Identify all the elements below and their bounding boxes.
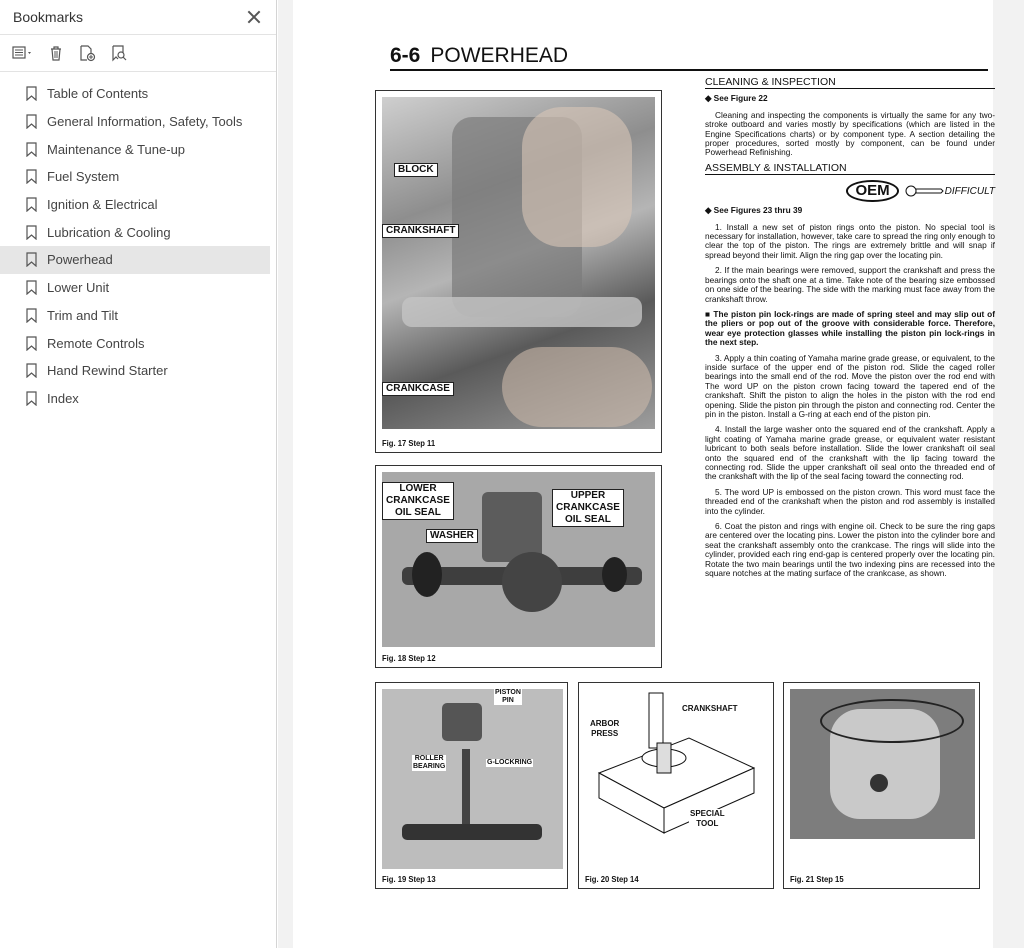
figure-18-caption: Fig. 18 Step 12: [382, 653, 436, 663]
bookmark-label: Remote Controls: [47, 335, 145, 351]
bookmark-icon: [26, 391, 37, 406]
section-title: POWERHEAD: [430, 44, 569, 67]
label-washer: WASHER: [426, 529, 478, 543]
bookmarks-toolbar: [0, 35, 276, 72]
bookmark-label: Lubrication & Cooling: [47, 224, 171, 240]
bookmark-icon: [26, 142, 37, 157]
wrench-icon: [905, 184, 995, 198]
label-arbor-press: ARBOR PRESS: [590, 719, 620, 738]
engine-block-photo: [382, 97, 655, 429]
bookmark-maintenance[interactable]: [0, 135, 270, 163]
figure-19: [375, 682, 568, 889]
figure-20: [578, 682, 774, 889]
document-viewer[interactable]: [278, 0, 1024, 948]
bookmark-label: Ignition & Electrical: [47, 197, 158, 213]
bookmark-table-of-contents[interactable]: [0, 80, 270, 108]
label-roller-bearing: ROLLER BEARING: [413, 755, 446, 770]
bookmark-remote-controls[interactable]: [0, 329, 270, 357]
bookmark-icon: [26, 252, 37, 267]
label-block: BLOCK: [394, 163, 438, 177]
piston-photo: [790, 689, 975, 839]
step-3: 3. Apply a thin coating of Yamaha marine grade grease, or equivalent, to the inside surface of the upper end of the piston rod. Slide the caged roller bearings into the small end of the rod. Move the piston over the rod end with The word UP on the piston crown facing toward the tapered end of the crankshaft. Shift the piston to align the holes in the piston with the rod end opening. Slide the piston pin through the piston and connecting rod. Center the pin in the piston. Install a G-ring at each end of the piston pin.: [705, 352, 995, 419]
delete-bookmark-icon[interactable]: [48, 45, 64, 61]
bookmark-label: Table of Contents: [47, 86, 149, 102]
bookmark-general-information[interactable]: [0, 108, 270, 136]
label-special-tool: SPECIAL TOOL: [690, 809, 725, 828]
page-text-column: [705, 78, 995, 584]
step-5: 5. The word UP is embossed on the piston crown. This word must face the threaded end of the crankshaft when the piston and rod assembly is installed into the cylinder.: [705, 486, 995, 516]
piston-rod-photo: [382, 689, 563, 869]
bookmark-icon: [26, 363, 37, 378]
step-1: 1. Install a new set of piston rings onto the piston. No special tool is necessary for installation, however, take care to spread the ring only enough to clear the top of the piston. The rings are extremely brittle and will snap if spread beyond their limit. Align the ring gap over the locating pin.: [705, 221, 995, 260]
label-crankcase: CRANKCASE: [382, 382, 454, 396]
bookmark-label: Powerhead: [47, 252, 113, 268]
label-g-lockring: G-LOCKRING: [487, 759, 533, 766]
bookmarks-header: [0, 0, 276, 35]
see-figure-22: ◆ See Figure 22: [705, 93, 768, 104]
arbor-press-diagram: [579, 683, 773, 863]
label-lower-crankcase-oil-seal: LOWER CRANKCASE OIL SEAL: [382, 482, 454, 520]
find-bookmark-icon[interactable]: [110, 44, 128, 62]
oem-badge: OEM: [846, 180, 898, 202]
figure-17: [375, 90, 662, 453]
difficulty-indicator: [705, 180, 995, 202]
bookmark-label: Trim and Tilt: [47, 307, 119, 323]
label-upper-crankcase-oil-seal: UPPER CRANKCASE OIL SEAL: [552, 489, 624, 527]
bookmark-fuel-system[interactable]: [0, 163, 270, 191]
figure-18: [375, 465, 662, 668]
add-bookmark-icon[interactable]: [78, 44, 96, 62]
warning-note: ■ The piston pin lock-rings are made of spring steel and may slip out of the pliers or pop out of the groove with considerable force. Therefore, wear eye protection glasses while installing the piston pin lock-rings in the next step.: [705, 308, 995, 348]
bookmark-trim-and-tilt[interactable]: [0, 302, 270, 330]
bookmark-powerhead[interactable]: [0, 246, 270, 274]
bookmark-icon: [26, 336, 37, 351]
see-figures-23-39: ◆ See Figures 23 thru 39: [705, 205, 803, 216]
bookmark-icon: [26, 280, 37, 295]
heading-rule: [390, 69, 988, 71]
step-4: 4. Install the large washer onto the squared end of the crankshaft. Apply a light coating of Yamaha marine grade grease, or equivalent water resistant lubricant to both seals before installation. Slide the lower crankshaft oil seal onto the squared end of the crankshaft with the lip facing toward the connecting rod. Slide the upper crankshaft oil seal onto the threaded end of the crankshaft with the lip of the seal facing toward the connecting rod.: [705, 424, 995, 482]
label-piston-pin: PISTON PIN: [495, 689, 521, 704]
heading-cleaning-inspection: CLEANING & INSPECTION: [705, 78, 995, 89]
bookmark-label: Lower Unit: [47, 280, 110, 296]
bookmark-lubrication[interactable]: [0, 218, 270, 246]
bookmark-icon: [26, 225, 37, 240]
label-crankshaft-fig20: CRANKSHAFT: [682, 704, 738, 713]
label-crankshaft: CRANKSHAFT: [382, 224, 459, 238]
bookmarks-title: Bookmarks: [13, 9, 84, 25]
bookmark-label: Maintenance & Tune-up: [47, 141, 186, 157]
pdf-page: [293, 0, 993, 948]
bookmark-icon: [26, 86, 37, 101]
bookmark-ignition[interactable]: [0, 191, 270, 219]
bookmark-icon: [26, 197, 37, 212]
bookmark-label: Fuel System: [47, 169, 120, 185]
bookmark-icon: [26, 114, 37, 129]
figure-19-caption: Fig. 19 Step 13: [382, 874, 436, 884]
difficulty-label: DIFFICULT: [944, 185, 995, 197]
figure-17-caption: Fig. 17 Step 11: [382, 438, 436, 448]
paragraph-cleaning: Cleaning and inspecting the components is virtually the same for any two-stroke outboard and varies mostly by specifications (which are listed in the Engine Specifications charts) or by component type. A section detailing the proper procedures, sorted mostly by component, can be found under Powerhead Refinishing.: [705, 109, 995, 158]
bookmark-lower-unit[interactable]: [0, 274, 270, 302]
page-heading: [390, 44, 568, 68]
bookmarks-panel: [0, 0, 277, 948]
section-number: 6-6: [390, 44, 421, 67]
bookmark-hand-rewind-starter[interactable]: [0, 357, 270, 385]
bookmark-label: Hand Rewind Starter: [47, 363, 168, 379]
step-6: 6. Coat the piston and rings with engine oil. Check to be sure the ring gaps are centered over the locating pins. Lower the piston into the cylinder bore and seat the crankshaft assembly onto the crankcase. The rings will slide into the cylinder, provided each ring end-gap is centered properly over the locating pin. Rotate the two main bearings until the two indexing pins are recessed into the square notches at the mating surface of the crankcase, as shown.: [705, 521, 995, 579]
bookmark-label: Index: [47, 390, 79, 406]
figure-21-caption: Fig. 21 Step 15: [790, 874, 844, 884]
bookmark-icon: [26, 169, 37, 184]
close-icon[interactable]: [246, 9, 262, 25]
bookmark-list: [0, 72, 276, 412]
bookmark-label: General Information, Safety, Tools: [47, 114, 243, 130]
heading-assembly-installation: ASSEMBLY & INSTALLATION: [705, 164, 995, 175]
bookmark-index[interactable]: [0, 385, 270, 413]
bookmark-icon: [26, 308, 37, 323]
options-menu-icon[interactable]: [12, 46, 34, 60]
step-2: 2. If the main bearings were removed, support the crankshaft and press the bearings onto the shaft one at a time. Take note of the bearing size embossed on one side of the bearing. The side with the marking must face away from the crankshaft throw.: [705, 265, 995, 304]
figure-21: [783, 682, 980, 889]
figure-20-caption: Fig. 20 Step 14: [585, 874, 639, 884]
